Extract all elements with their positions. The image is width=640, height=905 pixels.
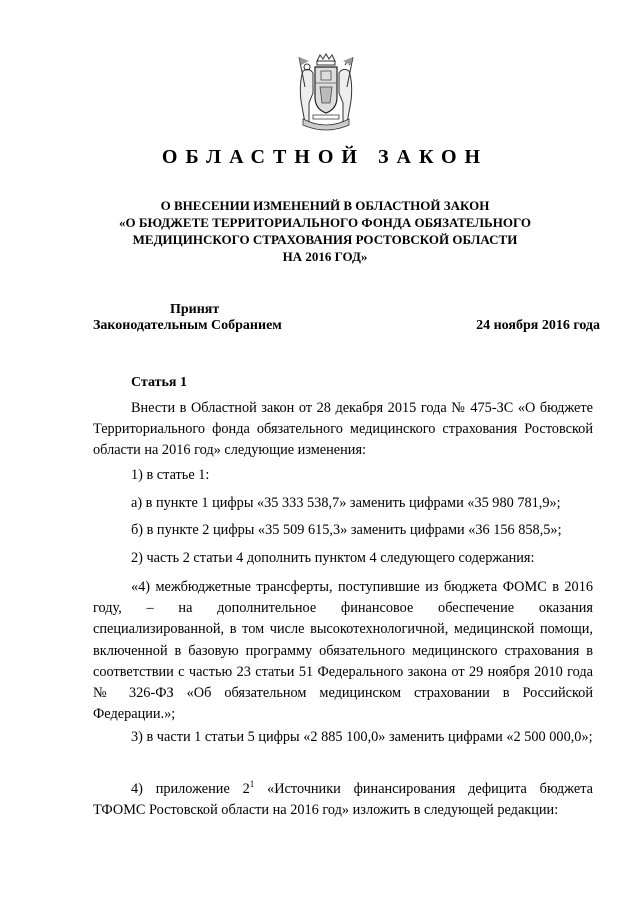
article-item-block xyxy=(93,493,593,514)
item-4-text: 4) приложение 2 xyxy=(131,781,250,797)
item-3: 3) в части 1 статьи 5 цифры «2 885 100,0» заменить цифрами «2 500 000,0»; xyxy=(131,729,593,745)
adopted-label: Принят xyxy=(170,302,220,317)
item-1b: б) в пункте 2 цифры «35 509 615,3» заменить цифрами «36 156 858,5»; xyxy=(131,522,562,538)
subtitle-line: О ВНЕСЕНИИ ИЗМЕНЕНИЙ В ОБЛАСТНОЙ ЗАКОН xyxy=(160,198,490,213)
item-1: 1) в статье 1: xyxy=(131,467,210,483)
article-item-block xyxy=(93,520,593,541)
subtitle-line: НА 2016 ГОД» xyxy=(282,249,368,264)
subtitle-line: «О БЮДЖЕТЕ ТЕРРИТОРИАЛЬНОГО ФОНДА ОБЯЗАТЕЛЬНОГО xyxy=(118,215,531,230)
article-item-block xyxy=(93,548,593,569)
item-4-text-rest: «Источники финансирования дефицита бюджета ТФОМС Ростовской области на 2016 год» изложить в следующей редакции: xyxy=(93,781,593,819)
article-heading: Статья 1 xyxy=(131,375,187,390)
adopted-by: Законодательным Собранием xyxy=(93,318,282,333)
law-title: ОБЛАСТНОЙ ЗАКОН xyxy=(161,146,489,168)
adopted-date: 24 ноября 2016 года xyxy=(476,318,600,333)
item-2: 2) часть 2 статьи 4 дополнить пунктом 4 следующего содержания: xyxy=(131,550,535,566)
article-item-block xyxy=(93,779,593,821)
article-body xyxy=(93,398,593,462)
item-4-superscript: 1 xyxy=(249,779,255,790)
item-1a: а) в пункте 1 цифры «35 333 538,7» заменить цифрами «35 980 781,9»; xyxy=(131,495,561,511)
article-item-block xyxy=(93,577,593,725)
article-item-block xyxy=(93,727,593,748)
item-4 xyxy=(93,779,593,821)
law-subtitle xyxy=(100,197,550,265)
article-item-block xyxy=(93,465,593,486)
rostov-coat-of-arms-icon xyxy=(295,53,357,133)
article-intro: Внести в Областной закон от 28 декабря 2015 года № 475-ЗС «О бюджете Территориального фонда обязательного медицинского страхования Ростовской области на 2016 год» следующие изменения: xyxy=(93,400,593,459)
item-2-quote: «4) межбюджетные трансферты, поступившие из бюджета ФОМС в 2016 году, – на дополнительное финансовое обеспечение оказания специализированной, в том числе высокотехнологичной, медицинской помощи, включенной в базовую программу обязательного медицинского страхования в соответствии с частью 23 статьи 51 Федерального закона от 29 ноября 2010 года № 326-ФЗ «Об обязательном медицинском страховании в Российской Федерации.»; xyxy=(93,579,593,723)
subtitle-line: МЕДИЦИНСКОГО СТРАХОВАНИЯ РОСТОВСКОЙ ОБЛАСТИ xyxy=(132,232,518,247)
